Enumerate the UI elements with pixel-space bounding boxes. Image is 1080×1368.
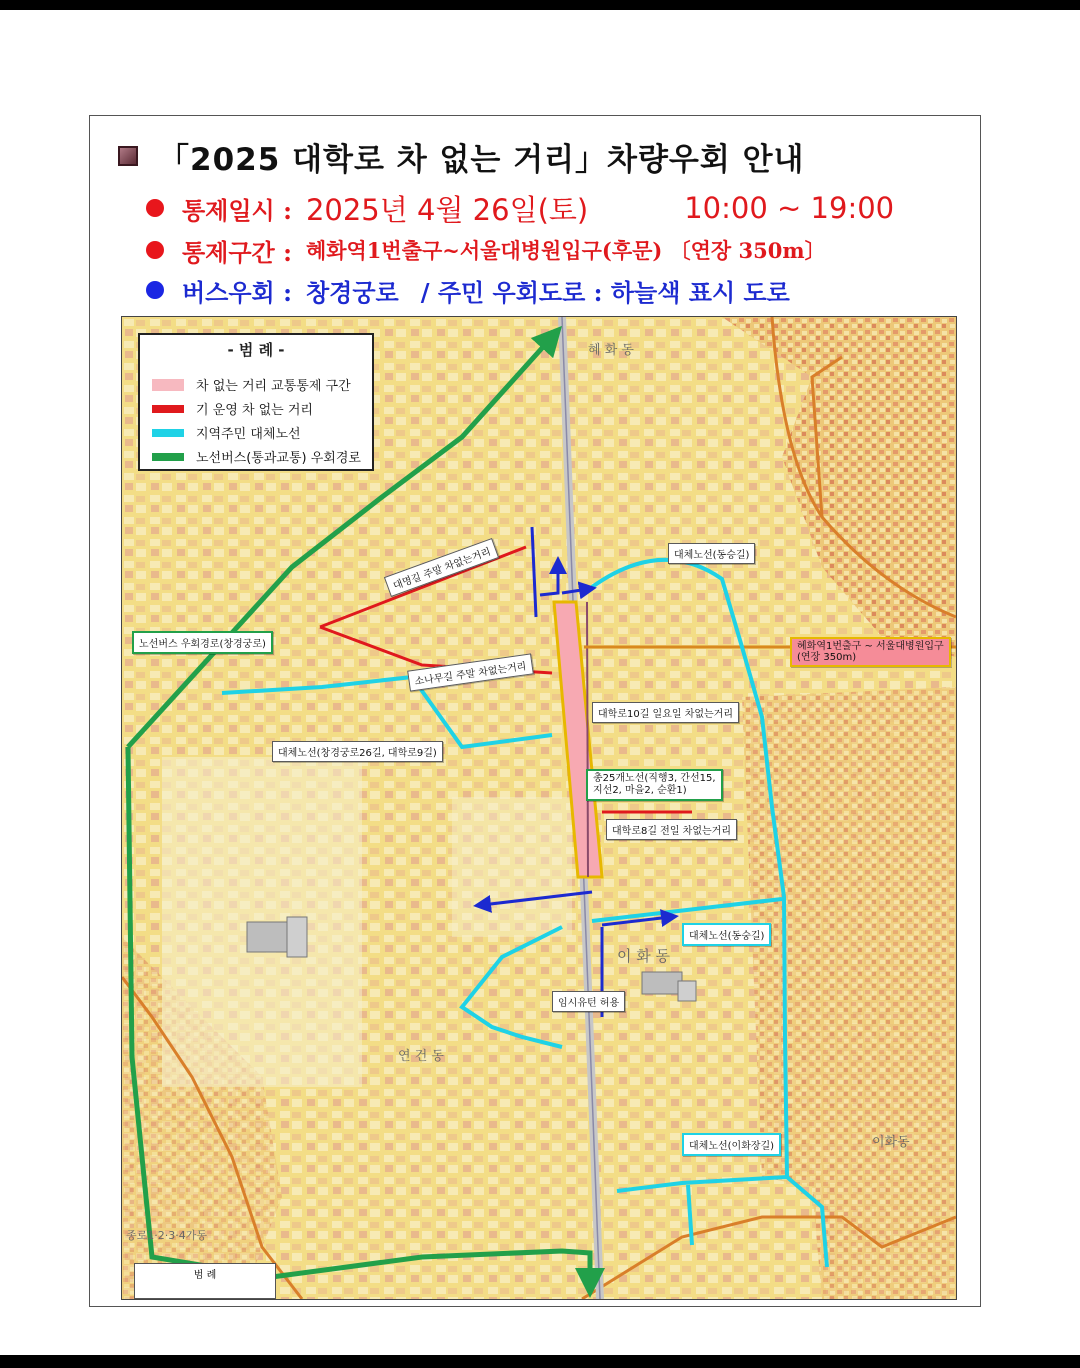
legend-swatch — [152, 453, 184, 461]
label-alt-west: 대체노선(창경궁로26길, 대학로9길) — [272, 741, 443, 762]
title-row — [118, 134, 804, 178]
place-jongno: 종로1·2·3·4가동 — [126, 1229, 207, 1242]
label-uturn: 임시유턴 허용 — [552, 991, 625, 1012]
label-alt-dongsung-mid: 대체노선(동숭길) — [682, 923, 771, 946]
label-daehak10: 대학로10길 일요일 차없는거리 — [592, 702, 739, 723]
legend-swatch — [152, 429, 184, 437]
control-section-label: 통제구간 : — [182, 237, 292, 267]
label-bus-routes — [586, 769, 723, 801]
control-zone-line1: 혜화역1번출구 ~ 서울대병원입구 — [797, 641, 944, 652]
notice-document — [89, 115, 981, 1307]
screenshot-frame — [0, 10, 1080, 1355]
legend-label: 지역주민 대체노선 — [196, 427, 301, 442]
legend-title: - 범 례 - — [227, 341, 285, 359]
mini-legend — [134, 1263, 276, 1299]
legend-swatch — [152, 379, 184, 391]
title-bullet-icon — [118, 146, 138, 166]
legend-item-bus-detour — [152, 447, 361, 466]
blue-dot-icon — [146, 281, 164, 299]
control-zone-line2: (연장 350m) — [797, 652, 857, 663]
control-time-date: 2025년 4월 26일(토) — [305, 192, 589, 227]
control-section-row — [146, 230, 826, 270]
label-alt-ihwa: 대체노선(이화장길) — [682, 1133, 781, 1156]
label-daemyeong: 대명길 주말 차없는거리 — [384, 538, 499, 597]
legend-swatch — [152, 405, 184, 413]
legend-item-existing-carfree — [152, 399, 313, 418]
red-dot-icon — [146, 199, 164, 217]
red-dot-icon — [146, 241, 164, 259]
control-section-value: 혜화역1번출구~서울대병원입구(후문) 〔연장 350m〕 — [305, 238, 826, 263]
page-title: 「2025 대학로 차 없는 거리」차량우회 안내 — [158, 141, 805, 178]
routes-line1: 총25개노선(직행3, 간선15, — [593, 773, 716, 784]
label-alt-dongsung-top: 대체노선(동승길) — [668, 543, 755, 564]
legend-item-control-zone — [152, 375, 351, 394]
legend-label: 기 운영 차 없는 거리 — [196, 403, 313, 418]
hospital-building-icon — [247, 917, 307, 957]
legend-item-resident-alt — [152, 423, 301, 442]
detour-bus: 창경궁로 — [305, 277, 399, 307]
mini-legend-title: 범 례 — [193, 1270, 217, 1281]
legend-label: 노선버스(통과교통) 우회경로 — [196, 451, 361, 466]
control-time-row — [146, 188, 894, 228]
control-time-hours: 10:00 ~ 19:00 — [684, 191, 895, 225]
routes-line2: 지선2, 마을2, 순환1) — [593, 785, 687, 796]
label-sonamu: 소나무길 주말 차없는거리 — [407, 653, 533, 691]
label-control-zone — [790, 637, 951, 667]
place-ihwa-east: 이화동 — [872, 1135, 910, 1150]
route-map — [121, 316, 957, 1300]
place-ihwa: 이 화 동 — [617, 947, 671, 965]
map-legend — [138, 333, 374, 471]
detour-label: 버스우회 : — [182, 277, 292, 307]
label-daehak8: 대학로8길 전일 차없는거리 — [606, 819, 737, 840]
legend-label: 차 없는 거리 교통통제 구간 — [196, 379, 351, 394]
detour-resident: / 주민 우회도로 : 하늘색 표시 도로 — [420, 277, 790, 307]
place-yeongeon: 연 건 동 — [398, 1049, 444, 1064]
control-time-label: 통제일시 : — [182, 195, 292, 225]
label-bus-detour: 노선버스 우회경로(창경궁로) — [132, 631, 273, 654]
place-hyehwa: 혜 화 동 — [588, 343, 634, 358]
detour-row — [146, 270, 790, 310]
